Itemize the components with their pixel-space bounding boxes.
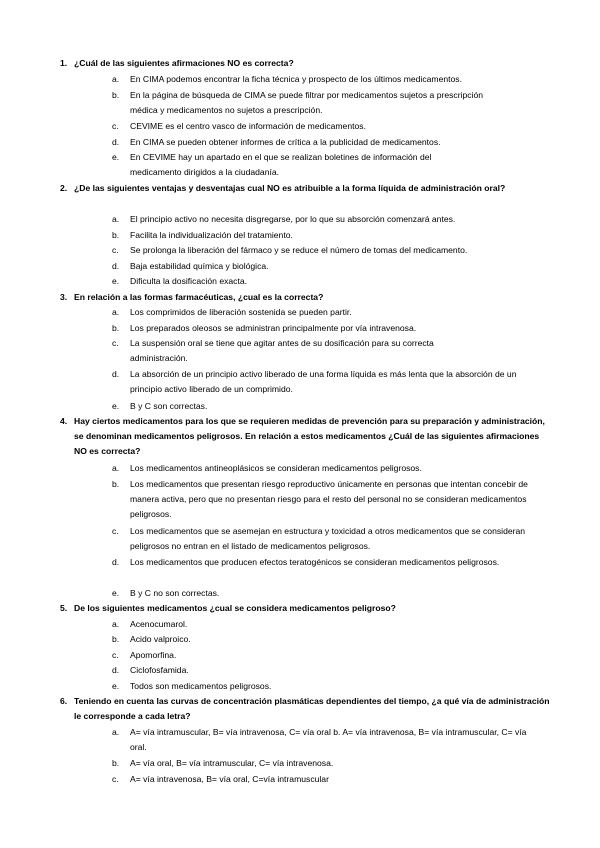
option-letter: a. [112, 619, 120, 629]
option-letter: b. [112, 323, 120, 333]
option-text: B y C son correctas. [130, 401, 208, 411]
option-1e [112, 150, 552, 180]
question-2 [60, 181, 514, 196]
option-letter: c. [112, 338, 119, 348]
question-number: 5. [60, 603, 68, 613]
option-2e [112, 274, 552, 289]
option-letter: d. [112, 557, 120, 567]
option-2d [112, 259, 552, 274]
option-text: Los medicamentos que producen efectos teratogénicos se consideran medicamentos peligrosos. [130, 557, 500, 567]
option-letter: a. [112, 214, 120, 224]
question-text: ¿Cuál de las siguientes afirmaciones NO es correcta? [74, 58, 294, 68]
option-letter: b. [112, 479, 120, 489]
option-letter: c. [112, 245, 119, 255]
option-text: Acido valproico. [130, 634, 191, 644]
option-text: Los medicamentos que presentan riesgo reproductivo únicamente en personas que intentan concebir de manera activa, pero que no presentan riesgo para el resto del personal no se consideran medicamentos peligrosos. [130, 479, 528, 520]
option-6a [112, 725, 552, 755]
question-number: 4. [60, 416, 68, 426]
option-letter: e. [112, 152, 120, 162]
question-text: En relación a las formas farmacéuticas, ¿cual es la correcta? [74, 292, 324, 302]
option-5a [112, 617, 552, 632]
option-text: Baja estabilidad química y biológica. [130, 261, 269, 271]
question-3 [60, 290, 552, 305]
option-letter: d. [112, 369, 120, 379]
option-3b [112, 321, 552, 336]
option-5d [112, 663, 552, 678]
option-letter: a. [112, 463, 120, 473]
option-4d [112, 555, 552, 570]
option-text: En la página de búsqueda de CIMA se puede filtrar por medicamentos sujetos a prescripción médica y medicamentos no sujetos a prescripción. [130, 90, 484, 116]
question-number: 3. [60, 292, 68, 302]
option-text: Los comprimidos de liberación sostenida se pueden partir. [130, 307, 352, 317]
option-5e [112, 679, 552, 694]
option-2c [112, 243, 552, 258]
option-4e [112, 586, 552, 601]
question-number: 1. [60, 58, 68, 68]
option-3a [112, 305, 552, 320]
option-5b [112, 632, 552, 647]
option-letter: e. [112, 401, 120, 411]
option-1a [112, 72, 552, 87]
question-text: Teniendo en cuenta las curvas de concentración plasmáticas dependientes del tiempo, ¿a qué vía de administración le corresponde a cada letra? [74, 696, 550, 722]
option-text: La absorción de un principio activo liberado de una forma líquida es más lenta que la absorción de un principio activo liberado de un comprimido. [130, 369, 517, 395]
option-letter: d. [112, 261, 120, 271]
option-2b [112, 228, 552, 243]
option-letter: e. [112, 681, 120, 691]
option-text: A= vía oral, B= vía intramuscular, C= vía intravenosa. [130, 758, 334, 768]
option-text: CEVIME es el centro vasco de información de medicamentos. [130, 121, 366, 131]
option-6c [112, 772, 552, 787]
option-4a [112, 461, 552, 476]
option-text: El principio activo no necesita disgregarse, por lo que su absorción comenzará antes. [130, 214, 456, 224]
option-letter: d. [112, 137, 120, 147]
option-3c [112, 336, 552, 366]
question-1 [60, 56, 552, 71]
question-6 [60, 694, 552, 724]
option-text: B y C no son correctas. [130, 588, 220, 598]
option-letter: b. [112, 758, 120, 768]
option-text: En CIMA podemos encontrar la ficha técnica y prospecto de los últimos medicamentos. [130, 74, 462, 84]
question-4 [60, 414, 552, 460]
question-text: De los siguientes medicamentos ¿cual se considera medicamentos peligroso? [74, 603, 396, 613]
option-letter: d. [112, 665, 120, 675]
option-letter: e. [112, 588, 120, 598]
option-1c [112, 119, 552, 134]
option-1d [112, 135, 552, 150]
option-text: Los medicamentos que se asemejan en estructura y toxicidad a otros medicamentos que se consideran peligrosos no entran en el listado de medicamentos peligrosos. [130, 526, 526, 552]
question-text: Hay ciertos medicamentos para los que se requieren medidas de prevención para su preparación y administración, se denominan medicamentos peligrosos. En relación a estos medicamentos ¿Cuál de las siguientes afirmaciones NO es correcta? [74, 416, 545, 457]
option-letter: a. [112, 307, 120, 317]
option-letter: a. [112, 727, 120, 737]
option-4c [112, 524, 552, 554]
option-5c [112, 648, 552, 663]
question-5 [60, 601, 552, 616]
option-letter: e. [112, 276, 120, 286]
question-text: ¿De las siguientes ventajas y desventajas cual NO es atribuible a la forma líquida de administración oral? [74, 183, 506, 193]
option-3e [112, 399, 552, 414]
option-text: Se prolonga la liberación del fármaco y se reduce el número de tomas del medicamento. [130, 245, 468, 255]
question-number: 2. [60, 183, 68, 193]
option-letter: c. [112, 650, 119, 660]
option-text: Apomorfina. [130, 650, 177, 660]
option-letter: b. [112, 90, 120, 100]
option-text: Facilita la individualización del tratamiento. [130, 230, 293, 240]
option-text: Acenocumarol. [130, 619, 188, 629]
question-number: 6. [60, 696, 68, 706]
option-text: Dificulta la dosificación exacta. [130, 276, 248, 286]
option-4b [112, 477, 552, 523]
option-2a [112, 212, 552, 227]
option-letter: c. [112, 121, 119, 131]
option-text: Los preparados oleosos se administran principalmente por vía intravenosa. [130, 323, 417, 333]
option-letter: b. [112, 634, 120, 644]
option-text: A= vía intramuscular, B= vía intravenosa, C= vía oral b. A= vía intravenosa, B= vía intramuscular, C= vía oral. [130, 727, 527, 753]
option-text: Los medicamentos antineoplásicos se consideran medicamentos peligrosos. [130, 463, 422, 473]
option-3d [112, 367, 552, 397]
option-letter: b. [112, 230, 120, 240]
option-text: En CIMA se pueden obtener informes de crítica a la publicidad de medicamentos. [130, 137, 441, 147]
option-text: La suspensión oral se tiene que agitar antes de su dosificación para su correcta administración. [130, 338, 434, 364]
option-text: En CEVIME hay un apartado en el que se realizan boletines de información del medicamento dirigidos a la ciudadanía. [130, 152, 432, 178]
option-1b [112, 88, 552, 118]
option-6b [112, 756, 552, 771]
option-text: Ciclofosfamida. [130, 665, 189, 675]
option-letter: c. [112, 774, 119, 784]
option-letter: a. [112, 74, 120, 84]
option-letter: c. [112, 526, 119, 536]
option-text: A= vía intravenosa, B= vía oral, C=vía intramuscular [130, 774, 329, 784]
option-text: Todos son medicamentos peligrosos. [130, 681, 272, 691]
